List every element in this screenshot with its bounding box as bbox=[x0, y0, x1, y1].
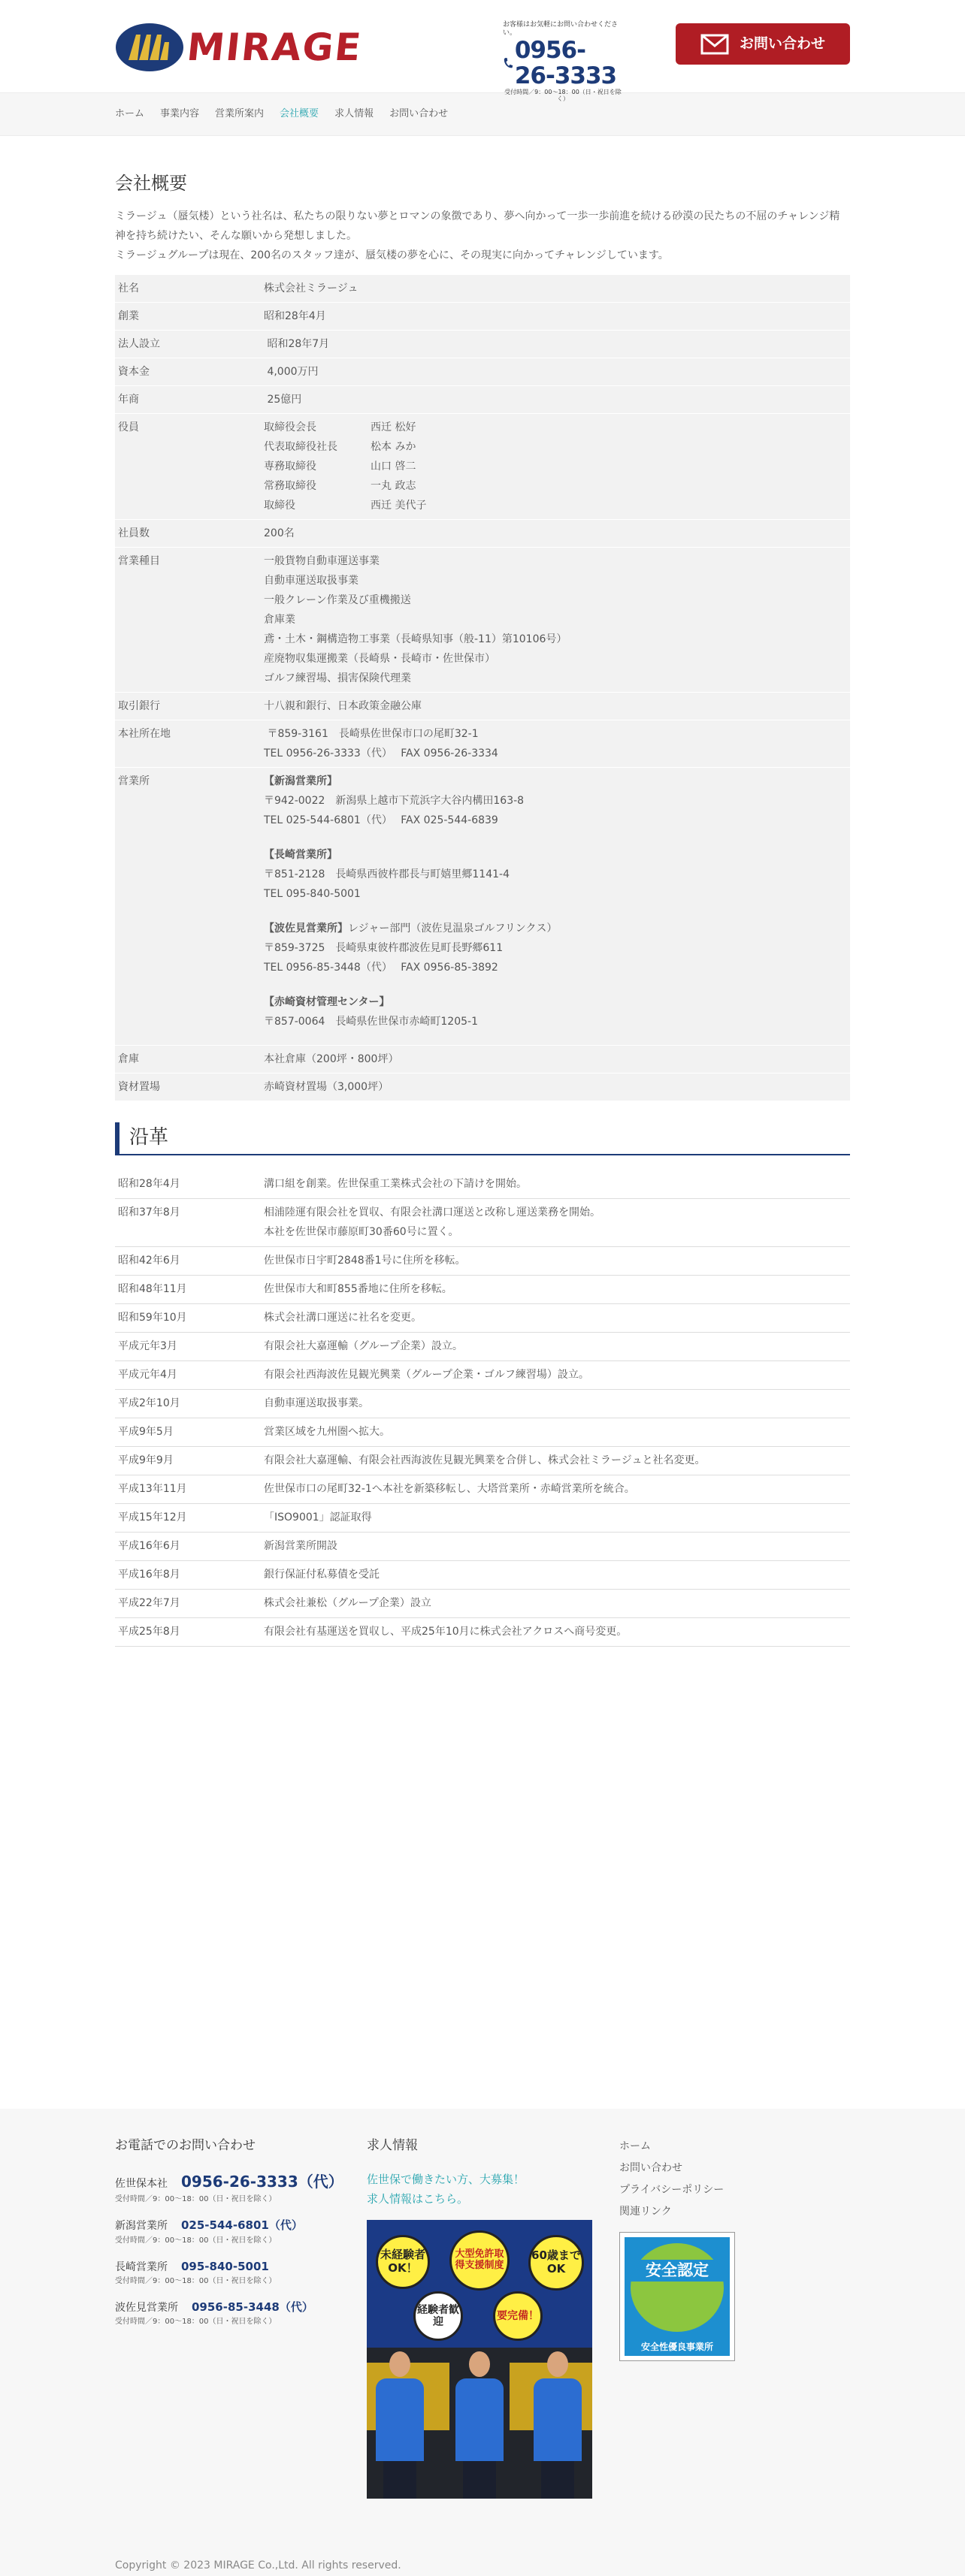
history-event-text: 自動車運送取扱事業。 bbox=[264, 1397, 369, 1410]
row-key: 役員 bbox=[118, 421, 139, 433]
history-row bbox=[115, 1247, 850, 1276]
row-value bbox=[261, 330, 850, 358]
history-event bbox=[261, 1390, 850, 1418]
history-row bbox=[115, 1361, 850, 1390]
mail-icon bbox=[700, 34, 729, 55]
officer-title: 専務取締役 bbox=[264, 460, 316, 473]
history-date: 昭和59年10月 bbox=[115, 1304, 261, 1333]
footer-office-phone[interactable]: 0956-85-3448（代） bbox=[192, 2300, 313, 2314]
header-contact bbox=[503, 21, 623, 103]
history-title: 沿革 bbox=[115, 1122, 850, 1155]
history-event-text: 佐世保市日宇町2848番1号に住所を移転。 bbox=[264, 1255, 466, 1267]
logo-mark-icon bbox=[115, 23, 184, 72]
nav-recruit[interactable]: 求人情報 bbox=[334, 107, 374, 119]
office-address: 〒851-2128 長崎県西彼杵郡長与町嬉里郷1141-4 bbox=[264, 868, 510, 880]
officer-title: 取締役 bbox=[264, 499, 295, 512]
history-date: 平成9年5月 bbox=[115, 1418, 261, 1447]
history-date: 平成25年8月 bbox=[115, 1618, 261, 1647]
banner-bubble: 要完備！ bbox=[493, 2291, 543, 2341]
row-key: 営業所 bbox=[118, 775, 150, 787]
history-event bbox=[261, 1447, 850, 1475]
recruit-link-line: 求人情報はこちら。 bbox=[367, 2192, 469, 2206]
footer-link-related[interactable]: 関連リンク bbox=[619, 2206, 672, 2218]
recruit-link[interactable] bbox=[367, 2170, 600, 2209]
table-row bbox=[115, 1073, 850, 1101]
officer bbox=[264, 418, 847, 437]
office-name: 【赤崎資材管理センター】 bbox=[264, 995, 390, 1008]
contact-note: お客様はお気軽にお問い合わせください。 bbox=[503, 21, 619, 37]
footer-office-hours: 受付時間／9：00〜18：00（日・祝日を除く） bbox=[115, 2195, 277, 2204]
row-value: 本社倉庫（200坪・800坪） bbox=[264, 1052, 399, 1065]
row-key: 創業 bbox=[118, 310, 139, 322]
history-event-text: 有限会社西海波佐見観光興業（グループ企業・ゴルフ練習場）設立。 bbox=[264, 1369, 589, 1382]
officer bbox=[264, 457, 847, 476]
business-list bbox=[261, 547, 850, 692]
footer-office-phone[interactable]: 095-840-5001 bbox=[181, 2259, 269, 2273]
history-date: 平成9年9月 bbox=[115, 1447, 261, 1475]
history-event-text: 有限会社大嘉運輸、有限会社西海波佐見観光興業を合併し、株式会社ミラージュと社名変更。 bbox=[264, 1454, 706, 1467]
row-key: 社員数 bbox=[118, 527, 150, 539]
offices-list bbox=[261, 767, 850, 1045]
business-item: 一般クレーン作業及び重機搬送 bbox=[264, 593, 411, 606]
office-block bbox=[264, 772, 847, 830]
history-row bbox=[115, 1475, 850, 1504]
row-key: 営業種目 bbox=[118, 554, 160, 567]
staff-figure bbox=[455, 2351, 504, 2499]
business-item: 鳶・土木・鋼構造物工事業（長崎県知事（般-11）第10106号） bbox=[264, 633, 567, 645]
history-event-text: 株式会社溝口運送に社名を変更。 bbox=[264, 1312, 422, 1324]
footer-office-phone[interactable]: 025-544-6801（代） bbox=[181, 2218, 303, 2233]
history-event bbox=[261, 1276, 850, 1304]
history-event-text: 佐世保市口の尾町32-1へ本社を新築移転し、大塔営業所・赤崎営業所を統合。 bbox=[264, 1483, 635, 1496]
table-row bbox=[115, 720, 850, 767]
history-row bbox=[115, 1304, 850, 1333]
header-hours: 受付時間／9：00〜18：00（日・祝日を除く） bbox=[504, 88, 622, 103]
row-value bbox=[261, 385, 850, 413]
footer-office-hours: 受付時間／9：00〜18：00（日・祝日を除く） bbox=[115, 2236, 277, 2245]
office-tel: TEL 0956-85-3448（代） FAX 0956-85-3892 bbox=[264, 961, 498, 974]
history-row bbox=[115, 1533, 850, 1561]
history-event bbox=[261, 1475, 850, 1504]
history-event-text: 溝口組を創業。佐世保重工業株式会社の下請けを開始。 bbox=[264, 1178, 527, 1191]
main-content bbox=[0, 136, 965, 1647]
contact-button[interactable] bbox=[676, 23, 850, 65]
history-date: 平成元年3月 bbox=[115, 1333, 261, 1361]
row-value: 十八親和銀行、日本政策金融公庫 bbox=[264, 699, 422, 712]
history-event bbox=[261, 1590, 850, 1618]
banner-bubble: 大型免許取得支援制度 bbox=[449, 2230, 510, 2291]
footer-office bbox=[115, 2170, 355, 2206]
history-event bbox=[261, 1199, 850, 1247]
footer-contact bbox=[115, 2136, 355, 2339]
row-value: 昭和28年4月 bbox=[264, 310, 326, 322]
office-tel: TEL 025-544-6801（代） FAX 025-544-6839 bbox=[264, 814, 498, 826]
history-date: 昭和28年4月 bbox=[115, 1170, 261, 1199]
business-item: 自動車運送取扱事業 bbox=[264, 574, 358, 587]
row-key: 取引銀行 bbox=[118, 699, 160, 712]
footer-office bbox=[115, 2216, 355, 2246]
history-event bbox=[261, 1304, 850, 1333]
history-table bbox=[115, 1170, 850, 1647]
history-event bbox=[261, 1361, 850, 1390]
row-key: 年商 bbox=[118, 393, 139, 406]
history-event bbox=[261, 1418, 850, 1447]
history-date: 平成15年12月 bbox=[115, 1504, 261, 1533]
history-event bbox=[261, 1533, 850, 1561]
row-key: 資本金 bbox=[118, 365, 150, 378]
history-event-text: 「ISO9001」認証取得 bbox=[264, 1511, 372, 1524]
history-event-text: 営業区域を九州圏へ拡大。 bbox=[264, 1426, 390, 1439]
company-title: 会社概要 bbox=[115, 173, 187, 194]
office-name: 【長崎営業所】 bbox=[264, 848, 337, 861]
footer-office-name: 新潟営業所 bbox=[115, 2220, 168, 2233]
hq-tel: TEL 0956-26-3333（代） FAX 0956-26-3334 bbox=[264, 747, 498, 760]
footer-links bbox=[619, 2136, 850, 2361]
history-event-text: 株式会社兼松（グループ企業）設立 bbox=[264, 1597, 431, 1610]
officer bbox=[264, 437, 847, 457]
phone-icon bbox=[503, 53, 513, 73]
history-event-text: 銀行保証付私募債を受託 bbox=[264, 1569, 380, 1581]
footer-contact-title: お電話でのお問い合わせ bbox=[115, 2138, 256, 2153]
header-phone-number: 0956-26-3333 bbox=[514, 36, 617, 89]
g-mark-icon bbox=[631, 2243, 724, 2332]
footer-link-home[interactable]: ホーム bbox=[619, 2140, 651, 2152]
recruit-link-line: 佐世保で働きたい方、大募集！ bbox=[367, 2173, 525, 2187]
table-row bbox=[115, 330, 850, 358]
officers-list bbox=[261, 413, 850, 519]
officer bbox=[264, 496, 847, 515]
footer-link-contact[interactable]: お問い合わせ bbox=[619, 2162, 682, 2174]
office-tel: TEL 095-840-5001 bbox=[264, 887, 361, 900]
history-date: 平成22年7月 bbox=[115, 1590, 261, 1618]
office-name: 【新潟営業所】 bbox=[264, 775, 337, 787]
banner-bubble: 経験者歓迎 bbox=[413, 2291, 463, 2341]
logo-text: MIRAGE bbox=[184, 26, 365, 69]
footer-office-name: 波佐見営業所 bbox=[115, 2301, 178, 2314]
company-intro bbox=[115, 207, 850, 266]
recruit-banner[interactable] bbox=[367, 2220, 592, 2499]
intro-paragraph: ミラージュグループは現在、200名のスタッフ達が、蜃気楼の夢を心に、その現実に向かってチャレンジしています。 bbox=[115, 249, 669, 261]
banner-bubble: 60歳までOK bbox=[528, 2235, 584, 2291]
history-event bbox=[261, 1333, 850, 1361]
history-date: 平成2年10月 bbox=[115, 1390, 261, 1418]
history-row bbox=[115, 1561, 850, 1590]
history-row bbox=[115, 1618, 850, 1647]
history-date: 平成元年4月 bbox=[115, 1361, 261, 1390]
row-key: 倉庫 bbox=[118, 1052, 139, 1065]
nav-offices[interactable]: 営業所案内 bbox=[215, 107, 265, 119]
table-row bbox=[115, 547, 850, 692]
officer-name: 一丸 政志 bbox=[371, 479, 416, 492]
history-date: 昭和48年11月 bbox=[115, 1276, 261, 1304]
row-value: 株式会社ミラージュ bbox=[264, 282, 358, 294]
history-row bbox=[115, 1170, 850, 1199]
row-value-text: 昭和28年7月 bbox=[267, 337, 330, 350]
nav-contact[interactable]: お問い合わせ bbox=[389, 107, 449, 119]
history-date: 平成16年8月 bbox=[115, 1561, 261, 1590]
header-phone[interactable] bbox=[503, 38, 623, 89]
office-block bbox=[264, 919, 847, 977]
staff-figure bbox=[534, 2351, 582, 2499]
history-event bbox=[261, 1170, 850, 1199]
business-item: ゴルフ練習場、損害保険代理業 bbox=[264, 672, 411, 684]
table-row bbox=[115, 767, 850, 1045]
history-event-text: 有限会社有基運送を買収し、平成25年10月に株式会社アクロスへ商号変更。 bbox=[264, 1626, 628, 1638]
history-event bbox=[261, 1561, 850, 1590]
table-row bbox=[115, 1045, 850, 1073]
history-row bbox=[115, 1390, 850, 1418]
hq-postal-address bbox=[264, 724, 847, 744]
officer bbox=[264, 476, 847, 496]
safety-badge[interactable] bbox=[619, 2232, 735, 2361]
officer-title: 代表取締役社長 bbox=[264, 440, 337, 453]
officer-name: 松本 みか bbox=[371, 440, 416, 453]
row-value bbox=[261, 358, 850, 385]
history-row bbox=[115, 1590, 850, 1618]
footer-office bbox=[115, 2257, 355, 2288]
safety-badge-caption: 安全性優良事業所 bbox=[640, 2341, 713, 2352]
footer-office-name: 長崎営業所 bbox=[115, 2260, 168, 2273]
table-row bbox=[115, 692, 850, 720]
history-event bbox=[261, 1504, 850, 1533]
footer-office-hours: 受付時間／9：00〜18：00（日・祝日を除く） bbox=[115, 2276, 277, 2285]
officer-name: 西迁 美代子 bbox=[371, 499, 427, 512]
business-item: 産廃物収集運搬業（長崎県・長崎市・佐世保市） bbox=[264, 652, 495, 665]
history-event-text: 有限会社大嘉運輸（グループ企業）設立。 bbox=[264, 1340, 463, 1353]
footer-office-name: 佐世保本社 bbox=[115, 2178, 168, 2191]
officer-name: 西迁 松好 bbox=[371, 421, 416, 433]
office-address: 〒942-0022 新潟県上越市下荒浜字大谷内構田163-8 bbox=[264, 794, 525, 807]
site-footer bbox=[0, 2109, 965, 2576]
office-block bbox=[264, 845, 847, 904]
officer-title: 取締役会長 bbox=[264, 421, 316, 433]
history-row bbox=[115, 1276, 850, 1304]
office-block bbox=[264, 992, 847, 1031]
history-event bbox=[261, 1618, 850, 1647]
history-row bbox=[115, 1447, 850, 1475]
nav-business[interactable]: 事業内容 bbox=[160, 107, 200, 119]
business-item: 一般貨物自動車運送事業 bbox=[264, 554, 380, 567]
banner-bubble: 未経験者OK！ bbox=[376, 2235, 430, 2289]
history-event-text: 新潟営業所開設 bbox=[264, 1540, 337, 1553]
table-row bbox=[115, 385, 850, 413]
footer-office-hours: 受付時間／9：00〜18：00（日・祝日を除く） bbox=[115, 2318, 277, 2327]
footer-link-privacy[interactable]: プライバシーポリシー bbox=[619, 2184, 725, 2196]
row-value-text: 25億円 bbox=[267, 393, 302, 406]
row-key: 法人設立 bbox=[118, 337, 160, 350]
history-event-text: 佐世保市大和町855番地に住所を移転。 bbox=[264, 1283, 452, 1296]
footer-office bbox=[115, 2298, 355, 2328]
office-name: 【波佐見営業所】 bbox=[264, 922, 348, 935]
footer-office-phone[interactable]: 0956-26-3333（代） bbox=[181, 2173, 343, 2191]
history-row bbox=[115, 1199, 850, 1247]
history-row bbox=[115, 1333, 850, 1361]
table-row bbox=[115, 519, 850, 547]
nav-company[interactable]: 会社概要 bbox=[280, 107, 319, 119]
copyright: Copyright © 2023 MIRAGE Co.,Ltd. All rights reserved. bbox=[115, 2559, 401, 2571]
officer-name: 山口 啓二 bbox=[371, 460, 416, 473]
intro-paragraph: ミラージュ（蜃気楼）という社名は、私たちの限りない夢とロマンの象徴であり、夢へ向かって一歩一歩前進を続ける砂漠の民たちの不屈のチャレンジ精神を持ち続けたい、そんな願いから発想しました。 bbox=[115, 210, 840, 243]
history-date: 平成16年6月 bbox=[115, 1533, 261, 1561]
business-item: 倉庫業 bbox=[264, 613, 295, 626]
history-date: 昭和37年8月 bbox=[115, 1199, 261, 1247]
table-row bbox=[115, 358, 850, 385]
hq-address bbox=[261, 720, 850, 767]
office-address: 〒859-3725 長崎県東彼杵郡波佐見町長野郷611 bbox=[264, 941, 504, 954]
footer-recruit bbox=[367, 2136, 600, 2499]
history-row bbox=[115, 1504, 850, 1533]
safety-badge-text: 安全認定 bbox=[625, 2260, 730, 2282]
table-row bbox=[115, 413, 850, 519]
staff-figure bbox=[376, 2351, 424, 2499]
history-date: 平成13年11月 bbox=[115, 1475, 261, 1504]
table-row bbox=[115, 275, 850, 303]
contact-button-label: お問い合わせ bbox=[739, 35, 825, 53]
logo[interactable] bbox=[115, 23, 365, 72]
company-table bbox=[115, 275, 850, 1101]
row-value: 赤崎資材置場（3,000坪） bbox=[264, 1080, 389, 1093]
row-value-text: 4,000万円 bbox=[267, 365, 319, 378]
row-value: 200名 bbox=[264, 527, 295, 539]
officer-title: 常務取締役 bbox=[264, 479, 316, 492]
row-key: 社名 bbox=[118, 282, 139, 294]
row-key: 資材置場 bbox=[118, 1080, 160, 1093]
table-row bbox=[115, 302, 850, 330]
history-event bbox=[261, 1247, 850, 1276]
office-address: 〒857-0064 長崎県佐世保市赤崎町1205-1 bbox=[264, 1015, 478, 1028]
address-text: 〒859-3161 長崎県佐世保市口の尾町32-1 bbox=[267, 727, 479, 740]
history-row bbox=[115, 1418, 850, 1447]
history-date: 昭和42年6月 bbox=[115, 1247, 261, 1276]
footer-recruit-title: 求人情報 bbox=[367, 2138, 418, 2153]
global-nav bbox=[0, 92, 965, 136]
history-event-text: 本社を佐世保市藤原町30番60号に置く。 bbox=[264, 1226, 459, 1239]
site-header bbox=[0, 0, 965, 103]
nav-home[interactable]: ホーム bbox=[115, 107, 145, 119]
office-sub: レジャー部門（波佐見温泉ゴルフリンクス） bbox=[348, 922, 558, 935]
row-key: 本社所在地 bbox=[118, 727, 171, 740]
history-event-text: 相浦陸運有限会社を買収、有限会社溝口運送と改称し運送業務を開始。 bbox=[264, 1206, 600, 1219]
